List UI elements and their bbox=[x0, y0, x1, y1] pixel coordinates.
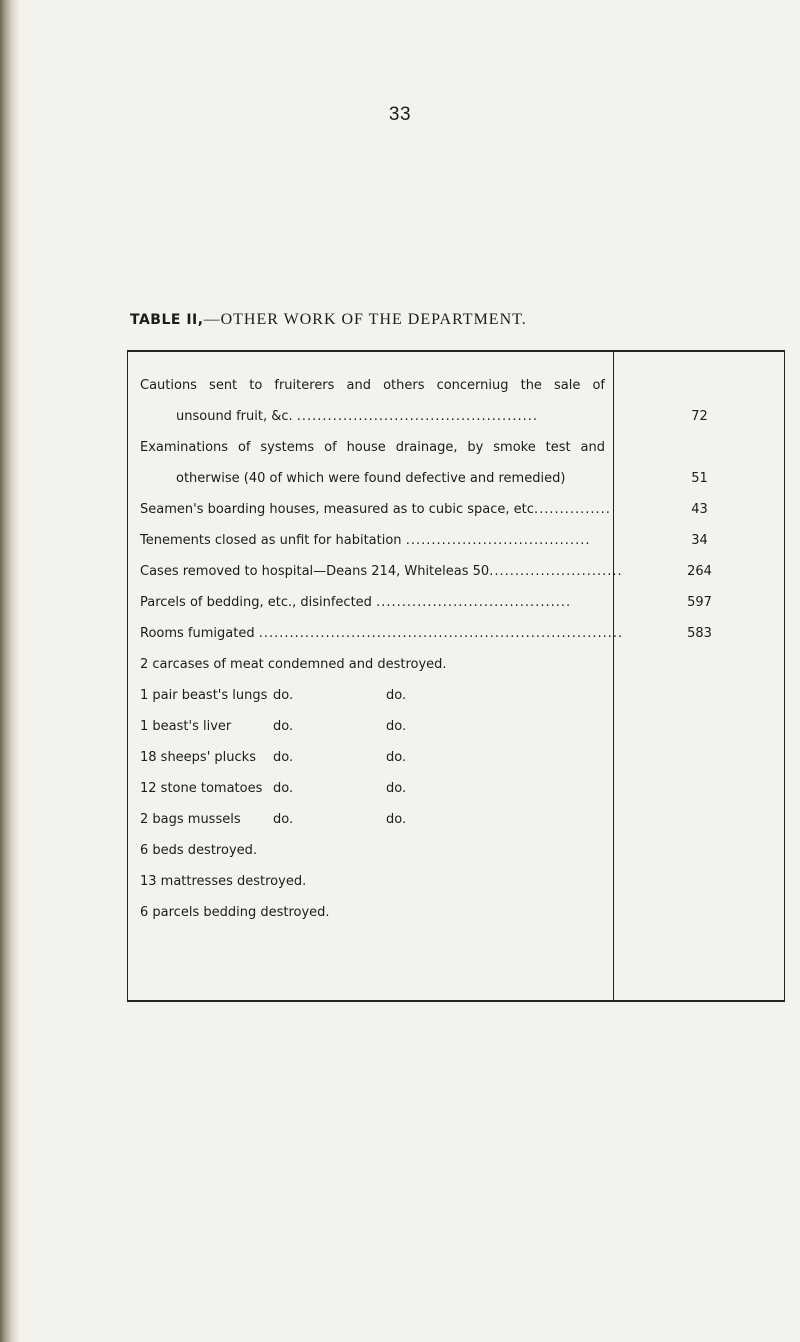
row-value: 72 bbox=[691, 409, 708, 424]
row-value: 264 bbox=[687, 564, 712, 579]
table-rows bbox=[128, 370, 786, 928]
page-number: 33 bbox=[388, 104, 412, 125]
table-title bbox=[130, 311, 660, 329]
condemned-row bbox=[128, 711, 786, 742]
ditto-mark: do. bbox=[273, 781, 294, 796]
row-label: unsound fruit, &c. ............................................... bbox=[176, 409, 538, 424]
destroyed-row bbox=[128, 866, 786, 897]
work-table bbox=[127, 350, 785, 1002]
page-edge-shadow bbox=[0, 0, 20, 1342]
table-title-number: TABLE II, bbox=[130, 312, 204, 328]
destroyed-row bbox=[128, 835, 786, 866]
table-row bbox=[128, 525, 786, 556]
row-label: Seamen's boarding houses, measured as to cubic space, etc............... bbox=[140, 502, 611, 517]
row-label: Cautions sent to fruiterers and others concerniug the sale of bbox=[140, 378, 605, 393]
ditto-mark: do. bbox=[386, 812, 407, 827]
table-row bbox=[128, 463, 786, 494]
condemned-row bbox=[128, 742, 786, 773]
ditto-mark: do. bbox=[386, 719, 407, 734]
table-row bbox=[128, 494, 786, 525]
condemned-item: 2 bags mussels bbox=[140, 812, 241, 827]
row-value: 51 bbox=[691, 471, 708, 486]
condemned-row bbox=[128, 804, 786, 835]
condemned-item: 12 stone tomatoes bbox=[140, 781, 263, 796]
row-label: Tenements closed as unfit for habitation .................................... bbox=[140, 533, 591, 548]
destroyed-text: 6 beds destroyed. bbox=[140, 843, 258, 858]
row-label: otherwise (40 of which were found defective and remedied) bbox=[176, 471, 566, 486]
table-row bbox=[128, 556, 786, 587]
ditto-mark: do. bbox=[386, 750, 407, 765]
ditto-mark: do. bbox=[273, 750, 294, 765]
condemned-item: 1 beast's liver bbox=[140, 719, 232, 734]
table-row bbox=[128, 618, 786, 649]
ditto-mark: do. bbox=[273, 688, 294, 703]
condemned-row bbox=[128, 680, 786, 711]
destroyed-row bbox=[128, 897, 786, 928]
table-row bbox=[128, 587, 786, 618]
destroyed-text: 6 parcels bedding destroyed. bbox=[140, 905, 330, 920]
ditto-mark: do. bbox=[386, 781, 407, 796]
ditto-mark: do. bbox=[273, 719, 294, 734]
table-title-text: —OTHER WORK OF THE DEPARTMENT. bbox=[203, 311, 527, 328]
destroyed-text: 13 mattresses destroyed. bbox=[140, 874, 307, 889]
table-row bbox=[128, 432, 786, 463]
condemned-heading bbox=[128, 649, 786, 680]
condemned-text: 2 carcases of meat condemned and destroyed. bbox=[140, 657, 447, 672]
row-label: Parcels of bedding, etc., disinfected ...................................... bbox=[140, 595, 572, 610]
row-label: Rooms fumigated ....................................................................... bbox=[140, 626, 624, 641]
ditto-mark: do. bbox=[386, 688, 407, 703]
row-label: Examinations of systems of house drainage, by smoke test and bbox=[140, 440, 605, 455]
condemned-item: 1 pair beast's lungs bbox=[140, 688, 268, 703]
row-value: 43 bbox=[691, 502, 708, 517]
row-value: 34 bbox=[691, 533, 708, 548]
row-value: 597 bbox=[687, 595, 712, 610]
table-row bbox=[128, 370, 786, 401]
ditto-mark: do. bbox=[273, 812, 294, 827]
condemned-row bbox=[128, 773, 786, 804]
table-row bbox=[128, 401, 786, 432]
condemned-item: 18 sheeps' plucks bbox=[140, 750, 256, 765]
row-value: 583 bbox=[687, 626, 712, 641]
row-label: Cases removed to hospital—Deans 214, Whiteleas 50.......................... bbox=[140, 564, 623, 579]
